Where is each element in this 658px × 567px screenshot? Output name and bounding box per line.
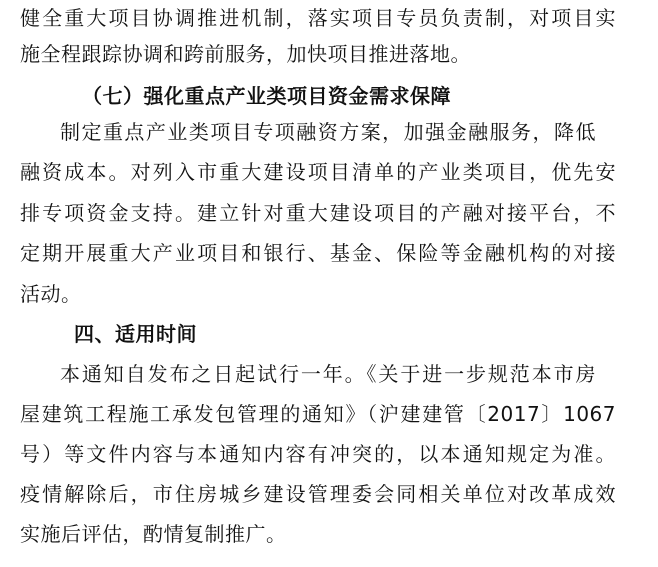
paragraph-line: 实施后评估，酌情复制推广。 xyxy=(20,522,287,546)
paragraph-line: 排专项资金支持。建立针对重大建设项目的产融对接平台，不 xyxy=(20,201,616,225)
paragraph-line: 定期开展重大产业项目和银行、基金、保险等金融机构的对接 xyxy=(20,241,616,265)
paragraph-line: 融资成本。对列入市重大建设项目清单的产业类项目，优先安 xyxy=(20,160,616,184)
paragraph-line: 施全程跟踪协调和跨前服务，加快项目推进落地。 xyxy=(20,42,471,66)
paragraph-line: 制定重点产业类项目专项融资方案，加强金融服务，降低 xyxy=(60,120,596,144)
section-heading-seven: （七）强化重点产业类项目资金需求保障 xyxy=(82,84,451,108)
paragraph-line: 疫情解除后，市住房城乡建设管理委会同相关单位对改革成效 xyxy=(20,482,616,506)
paragraph-line: 号）等文件内容与本通知内容有冲突的，以本通知规定为准。 xyxy=(20,442,616,466)
paragraph-line: 本通知自发布之日起试行一年。《关于进一步规范本市房 xyxy=(60,362,596,386)
paragraph-line: 健全重大项目协调推进机制，落实项目专员负责制，对项目实 xyxy=(20,6,616,30)
section-heading-four: 四、适用时间 xyxy=(74,322,197,346)
paragraph-line: 活动。 xyxy=(20,282,82,306)
paragraph-line: 屋建筑工程施工承发包管理的通知》（沪建建管〔2017〕1067 xyxy=(20,402,616,426)
